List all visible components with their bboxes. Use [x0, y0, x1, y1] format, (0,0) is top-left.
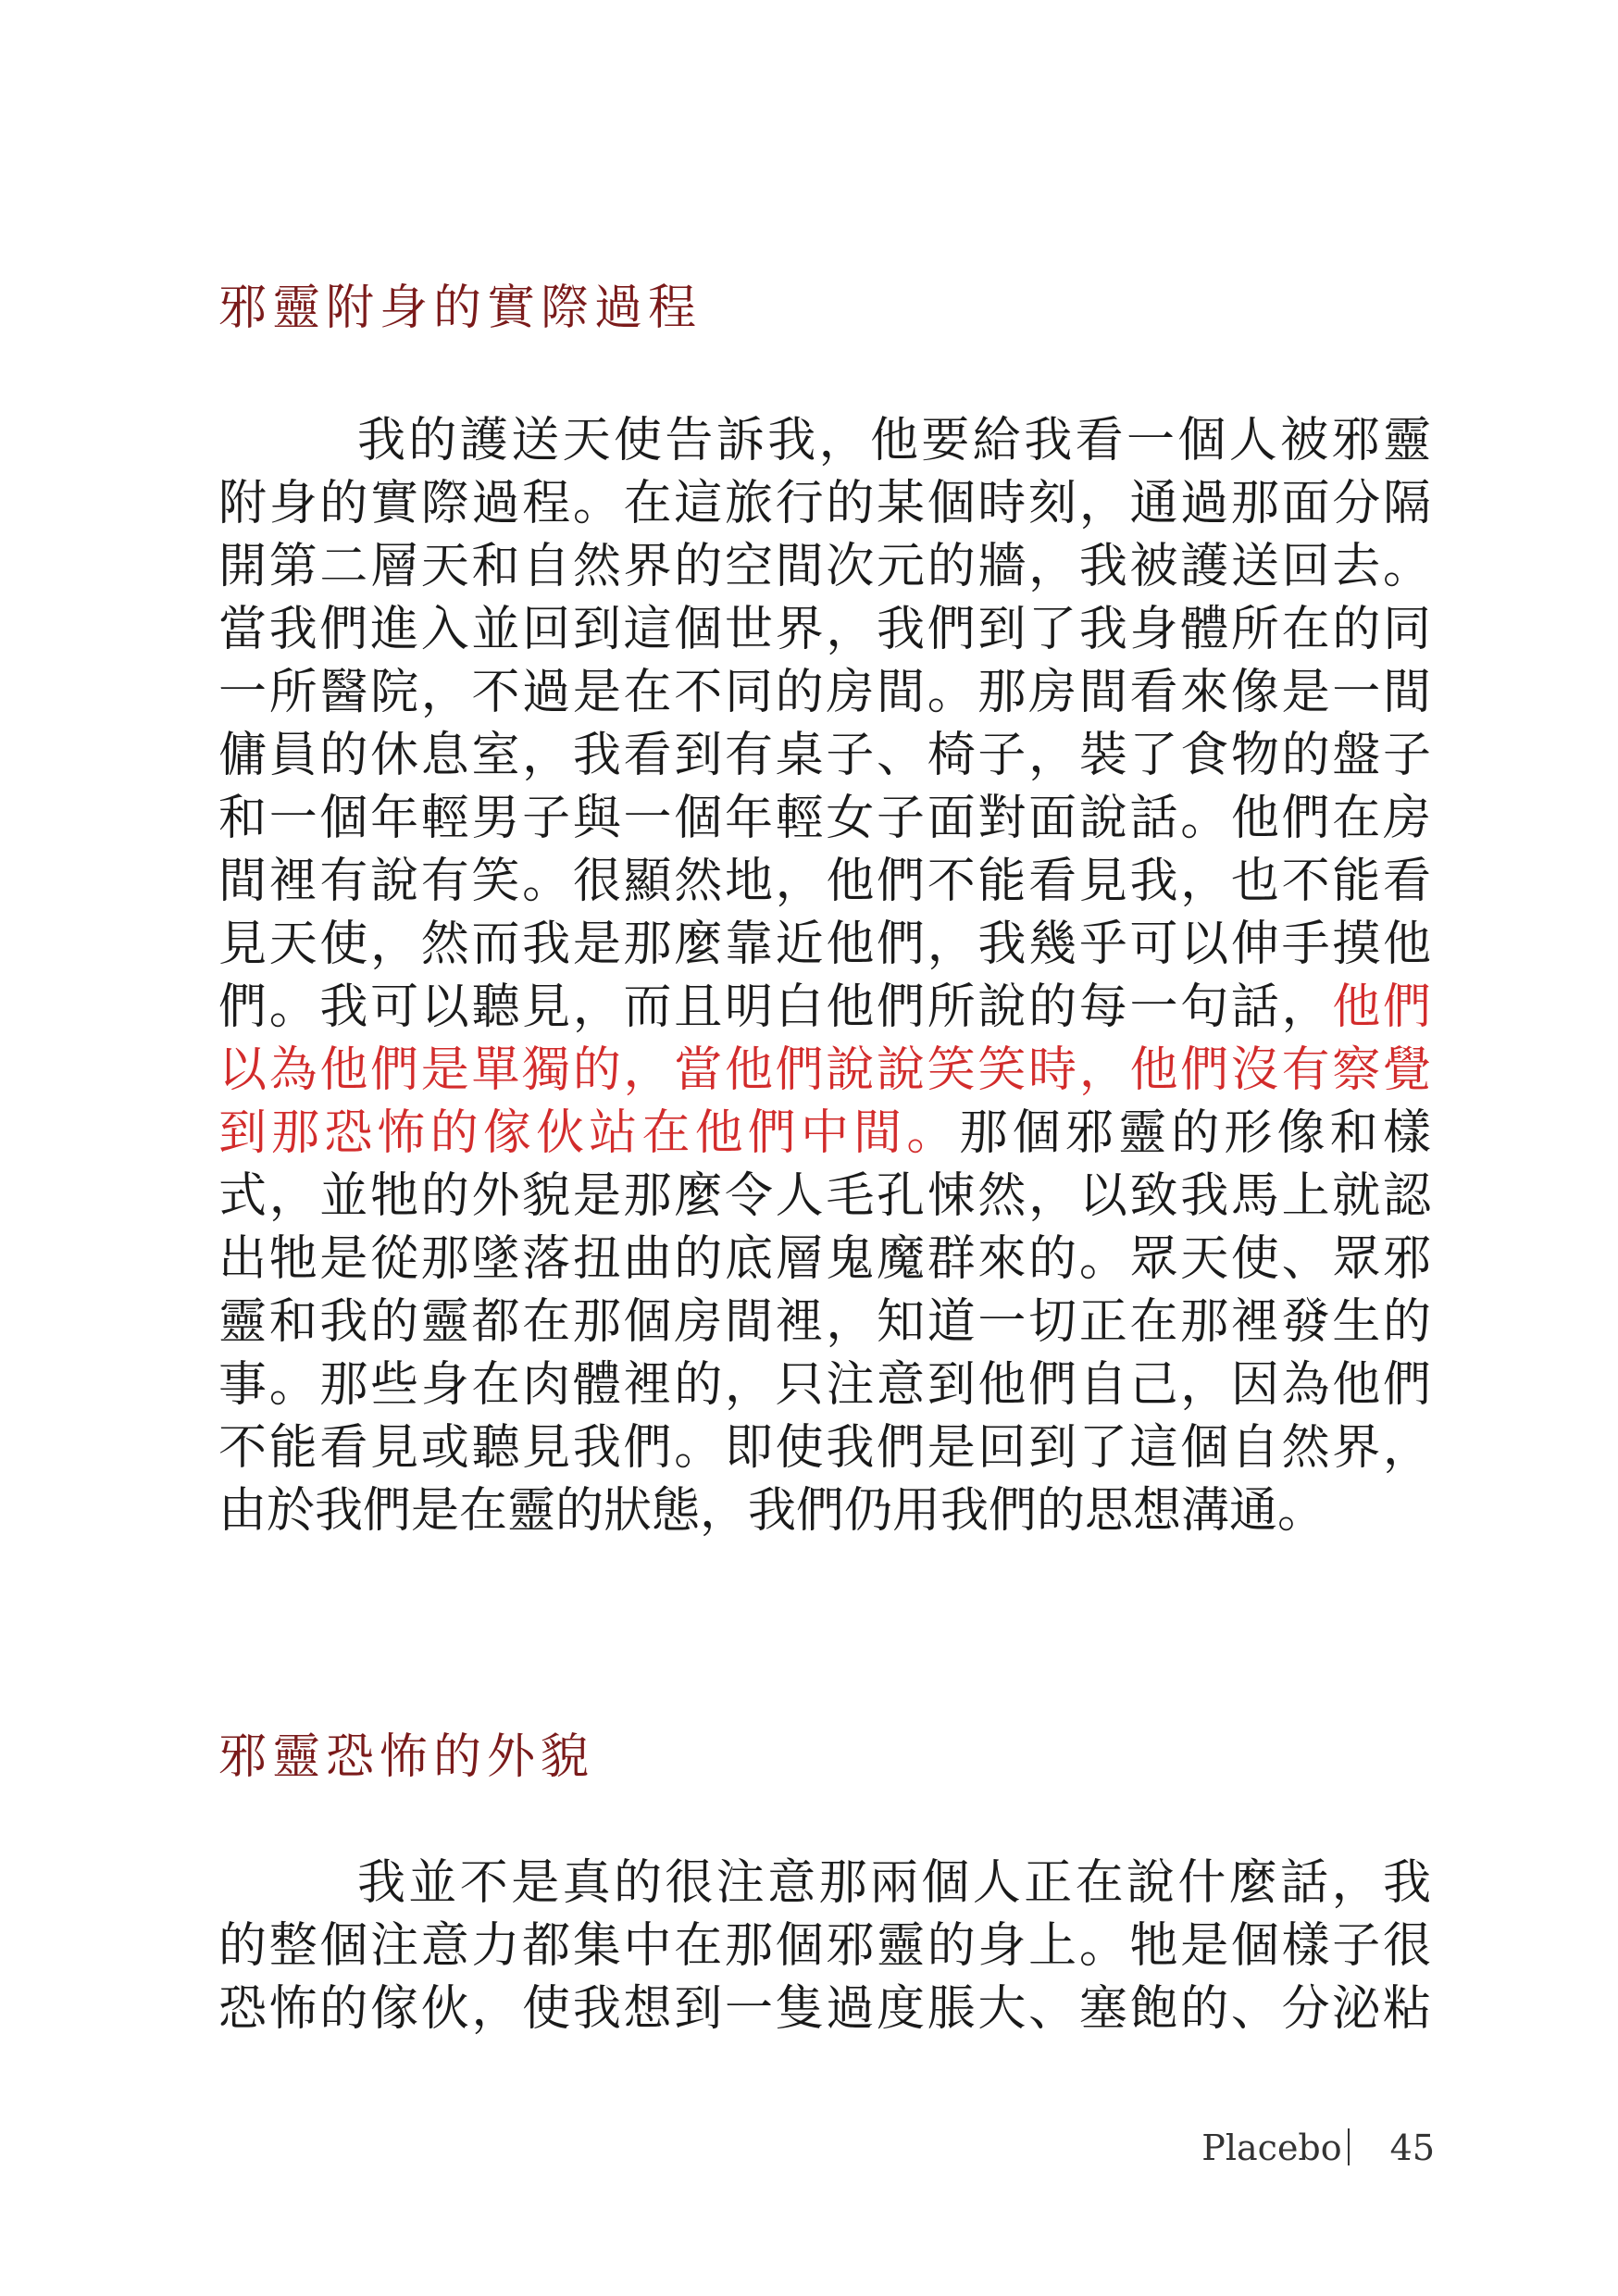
- text-line: 一所醫院，不過是在不同的房間。那房間看來像是一間: [218, 665, 1431, 720]
- text-line-mixed: [218, 1102, 1431, 1165]
- text-line: 開第二層天和自然界的空間次元的牆，我被護送回去。: [218, 539, 1431, 594]
- section-heading-demon-appearance: 邪靈恐怖的外貌: [218, 1729, 595, 1785]
- text-segment: 那個邪靈的形像和樣: [959, 1105, 1431, 1161]
- footer-divider: [1348, 2128, 1350, 2165]
- highlighted-text: 他們: [1332, 980, 1431, 1035]
- text-line: 由於我們是在靈的狀態，我們仍用我們的思想溝通。: [218, 1483, 1326, 1539]
- text-line: 的整個注意力都集中在那個邪靈的身上。牠是個樣子很: [218, 1918, 1431, 1974]
- text-line: 出牠是從那墜落扭曲的底層鬼魔群來的。眾天使、眾邪: [218, 1231, 1431, 1287]
- text-line: 式，並牠的外貌是那麼令人毛孔悚然，以致我馬上就認: [218, 1168, 1431, 1224]
- text-line: 不能看見或聽見我們。即使我們是回到了這個自然界，: [218, 1420, 1431, 1476]
- text-line: 和一個年輕男子與一個年輕女子面對面說話。他們在房: [218, 791, 1431, 846]
- highlighted-text-line: 以為他們是單獨的，當他們說說笑笑時，他們沒有察覺: [218, 1042, 1431, 1098]
- book-title: Placebo: [1201, 2128, 1342, 2168]
- text-line: 傭員的休息室，我看到有桌子、椅子，裝了食物的盤子: [218, 728, 1431, 783]
- text-segment: 們。我可以聽見，而且明白他們所說的每一句話，: [218, 980, 1333, 1035]
- text-line: 見天使，然而我是那麼靠近他們，我幾乎可以伸手摸他: [218, 917, 1431, 972]
- text-line: 我並不是真的很注意那兩個人正在說什麼話，我: [357, 1855, 1431, 1911]
- text-line: 當我們進入並回到這個世界，我們到了我身體所在的同: [218, 602, 1431, 657]
- section-heading-possession-process: 邪靈附身的實際過程: [218, 281, 703, 336]
- text-line: 間裡有說有笑。很顯然地，他們不能看見我，也不能看: [218, 854, 1431, 909]
- text-line: 我的護送天使告訴我，他要給我看一個人被邪靈: [357, 413, 1431, 468]
- paragraph-demon-appearance: [218, 1852, 1431, 2040]
- text-line: 恐怖的傢伙，使我想到一隻過度脹大、塞飽的、分泌粘: [218, 1981, 1431, 2037]
- page-footer: [1201, 2128, 1435, 2168]
- text-line: 附身的實際過程。在這旅行的某個時刻，通過那面分隔: [218, 476, 1431, 531]
- page-number: 45: [1389, 2128, 1435, 2168]
- text-line: 事。那些身在肉體裡的，只注意到他們自己，因為他們: [218, 1357, 1431, 1413]
- highlighted-text: 到那恐怖的傢伙站在他們中間。: [218, 1105, 960, 1161]
- paragraph-possession-process: [218, 409, 1431, 1542]
- text-line: 靈和我的靈都在那個房間裡，知道一切正在那裡發生的: [218, 1294, 1431, 1350]
- text-line-mixed: [218, 976, 1431, 1039]
